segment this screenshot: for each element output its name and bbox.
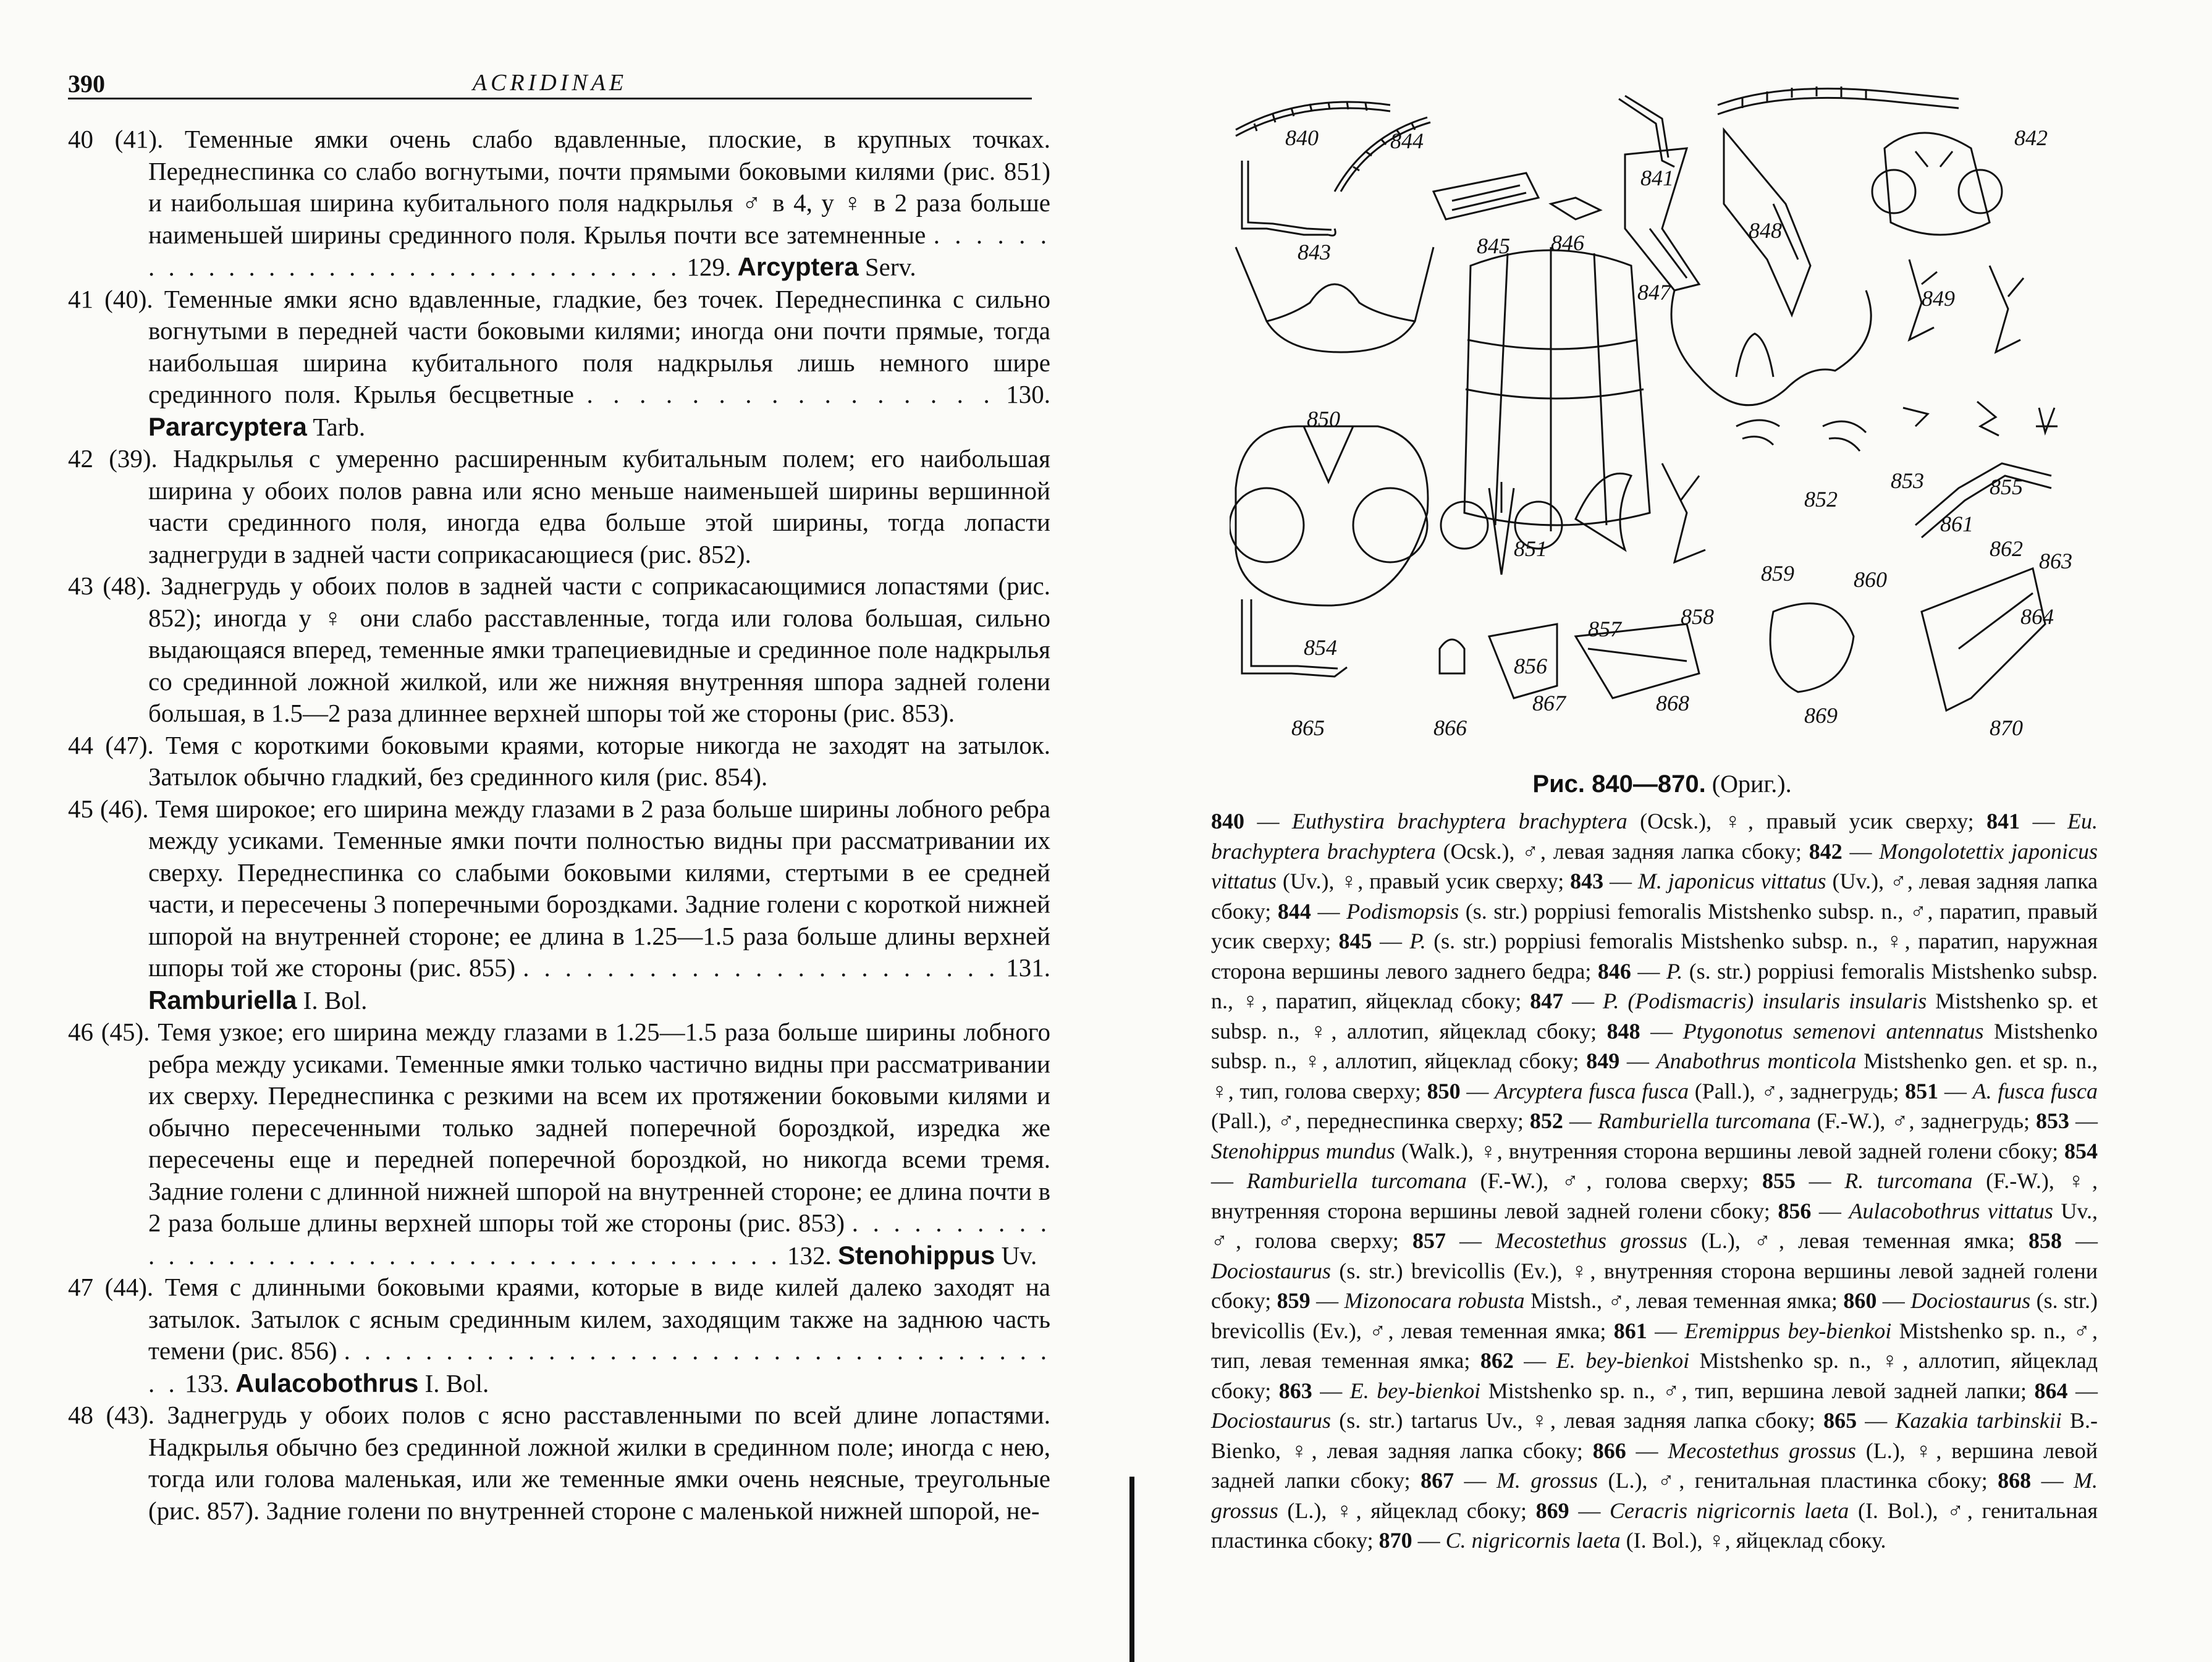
fig-label-854: 854: [1304, 635, 1337, 660]
fig-label-864: 864: [2020, 604, 2054, 629]
legend-item: 859 — Mizonocara robusta Mistsh., ♂, левая теменная ямка;: [1277, 1288, 1838, 1313]
legend-item: 853 — Stenohippus mundus (Walk.), ♀, внутренняя сторона вершины левой задней голени сбоку;: [1211, 1108, 2098, 1163]
fig-846-ovipositor-drawing: [1551, 198, 1600, 219]
header-rule: [68, 98, 1032, 99]
caption-title: Рис. 840—870.: [1532, 770, 1706, 798]
legend-item: 862 — E. bey-bienkoi Mistshenko sp. n., ♀, аллотип, яйцеклад сбоку;: [1211, 1348, 2098, 1403]
key-entry-46: 46 (45). Темя узкое; его ширина между глазами в 1.25—1.5 раза больше ширины лобного ребра между усиками. Теменные ямки только частично видны при рассматривании их сверху. Переднеспинка с резкими на всем их протяжении боковыми килями и обычно пересеченными только задней поперечной бороздкой, изредка же пересечены еще и передней поперечной бороздкой, но никогда всеми тремя. Задние голени с длинной нижней шпорой на внутренней стороне; ее длина почти в 2 раза больше длины верхней шпоры той же стороны (рис. 853) . . . . . . . . . . . . . . . . . . . . . . . . . . . . . . . . . . . . . . . . . . 132. Stenohippus Uv.: [68, 1018, 1051, 1270]
fig-label-846: 846: [1551, 230, 1584, 255]
legend-item: 845 — P. (s. str.) poppiusi femoralis Mistshenko subsp. n., ♀, паратип, наружная сторона вершины левого заднего бедра;: [1211, 929, 2098, 984]
fig-label-862: 862: [1990, 536, 2023, 561]
fig-label-852: 852: [1804, 487, 1838, 512]
figure-plate: [1230, 80, 2076, 754]
fig-858-spurs-drawing: [1662, 463, 1705, 562]
genus-name: Pararcyptera: [148, 411, 307, 441]
legend-item: 863 — E. bey-bienkoi Mistshenko sp. n., ♂, тип, вершина левой задней лапки;: [1278, 1378, 2027, 1403]
fig-851-pronotum-drawing: [1464, 247, 1650, 531]
fig-861-fovea-drawing: [1903, 408, 1928, 426]
right-page: [1112, 0, 2212, 1662]
legend-item: 860 — Dociostaurus (s. str.) brevicollis (Ev.), ♂, левая теменная ямка;: [1211, 1288, 2098, 1343]
legend-item: 870 — C. nigricornis laeta (I. Bol.), ♀, яйцеклад сбоку.: [1378, 1528, 1886, 1553]
fig-label-867: 867: [1532, 691, 1566, 715]
fig-label-840: 840: [1285, 125, 1319, 150]
legend-item: 844 — Podismopsis (s. str.) poppiusi femoralis Mistshenko subsp. n., ♂, паратип, правый усик сверху;: [1211, 898, 2098, 953]
fig-label-860: 860: [1854, 567, 1887, 592]
fig-849-head-drawing: [1872, 133, 2002, 235]
fig-869-plate-drawing: [1770, 604, 1854, 692]
fig-857-fovea-drawing: [1576, 473, 1631, 550]
legend-item: 847 — P. (Podismacris) insularis insularis Mistshenko sp. et subsp. n., ♀, аллотип, яйцеклад сбоку;: [1211, 989, 2098, 1044]
fig-843-tarsus-drawing: [1242, 161, 1335, 235]
legend-item: 854 — Ramburiella turcomana (F.-W.), ♂, голова сверху;: [1211, 1138, 2098, 1193]
fig-label-850: 850: [1307, 407, 1340, 431]
page-number: 390: [68, 70, 105, 98]
fig-842-antenna-drawing: [1718, 86, 1959, 114]
fig-870-ovipositor-drawing: [1922, 568, 2045, 711]
legend-item: 841 — Eu. brachyptera brachyptera (Ocsk.), ♂, левая задняя лапка сбоку;: [1211, 809, 2098, 864]
running-head: ACRIDINAE: [472, 70, 628, 96]
key-entry-42: 42 (39). Надкрылья с умеренно расширенным кубитальным полем; его наибольшая ширина у обоих полов равна или ясно меньше наименьшей ширины вершинной части срединного поля, иногда едва больше этой ширины, тогда лопасти заднегруди в задней части соприкасающиеся (рис. 852).: [68, 444, 1051, 568]
fig-label-841: 841: [1640, 166, 1674, 190]
fig-863-tarsus-tip-drawing: [2036, 408, 2058, 432]
fig-label-842: 842: [2014, 125, 2048, 150]
fig-855-spurs-drawing: [1990, 266, 2024, 352]
fig-label-861: 861: [1940, 512, 1973, 536]
fig-label-844: 844: [1390, 129, 1424, 153]
fig-label-865: 865: [1291, 715, 1325, 740]
key-entry-40: 40 (41). Теменные ямки очень слабо вдавленные, плоские, в крупных точках. Переднеспинка со слабо вогнутыми, почти прямыми боковыми килями (рис. 851) и наибольшая ширина кубитального поля надкрылья ♂ в 4, у ♀ в 2 раза больше наименьшей ширины срединного поля. Крылья почти все затемненные . . . . . . . . . . . . . . . . . . . . . . . . . . . . . . . . . 129. Arcyptera Serv.: [68, 125, 1051, 281]
legend-item: 850 — Arcyptera fusca fusca (Pall.), ♂, заднегрудь;: [1427, 1078, 1899, 1103]
legend-item: 858 — Dociostaurus (s. str.) brevicollis (Ev.), ♀, внутренняя сторона вершины левой задней голени сбоку;: [1211, 1228, 2098, 1313]
fig-label-869: 869: [1804, 703, 1838, 728]
legend-item: 857 — Mecostethus grossus (L.), ♂, левая теменная ямка;: [1412, 1228, 2015, 1253]
key-entry-47: 47 (44). Темя с длинными боковыми краями, которые в виде килей далеко заходят на затылок. Затылок с ясным срединным килем, заходящим также на заднюю часть темени (рис. 856) . . . . . . . . . . . . . . . . . . . . . . . . . . . . . . . . . . . . . 133. Aulacobothrus I. Bol.: [68, 1273, 1051, 1398]
fig-label-866: 866: [1433, 715, 1467, 740]
key-entry-41: 41 (40). Теменные ямки ясно вдавленные, гладкие, без точек. Переднеспинка с сильно вогнутыми в передней части боковыми килями; иногда они почти прямые, тогда наибольшая ширина кубитального поля надкрылья лишь немного шире срединного поля. Крылья бесцветные . . . . . . . . . . . . . . . . 130. Pararcyptera Tarb.: [68, 284, 1051, 441]
fig-label-847: 847: [1637, 280, 1671, 305]
legend-item: 856 — Aulacobothrus vittatus Uv., ♂, голова сверху;: [1211, 1198, 2098, 1253]
legend-item: 852 — Ramburiella turcomana (F.-W.), ♂, заднегрудь;: [1529, 1108, 2030, 1133]
legend-item: 851 — A. fusca fusca (Pall.), ♂, переднеспинка сверху;: [1211, 1078, 2098, 1133]
fig-label-863: 863: [2039, 549, 2072, 573]
legend-item: 849 — Anabothrus monticola Mistshenko gen. et sp. n., ♀, тип, голова сверху;: [1211, 1048, 2098, 1103]
legend-item: 846 — P. (s. str.) poppiusi femoralis Mistshenko subsp. n., ♀, паратип, яйцеклад сбоку;: [1211, 958, 2098, 1013]
fig-850-metasternum-drawing: [1236, 247, 1433, 352]
fig-label-851: 851: [1514, 536, 1547, 561]
fig-label-870: 870: [1990, 715, 2023, 740]
key-entry-45: 45 (46). Темя широкое; его ширина между глазами в 2 раза больше ширины лобного ребра между усиками. Теменные ямки почти полностью видны при рассматривании их сверху. Переднеспинка со слабыми боковыми килями, стертыми в ее средней части, и пересечены 3 поперечными бороздками. Задние голени с короткой нижней шпорой на внутренней стороне; ее длина в 1.25—1.5 раза больше длины верхней шпоры той же стороны (рис. 855) . . . . . . . . . . . . . . . . . . . . . . . 131. Ramburiella I. Bol.: [68, 794, 1051, 1014]
fig-label-859: 859: [1761, 561, 1794, 586]
legend-item: 840 — Euthystira brachyptera brachyptera (Ocsk.), ♀, правый усик сверху;: [1211, 809, 1974, 833]
figure-caption: [1112, 769, 2212, 798]
fig-841-tarsus-drawing: [1619, 96, 1674, 167]
legend-item: 868 — M. grossus (L.), ♀, яйцеклад сбоку;: [1211, 1468, 2098, 1523]
fig-845-femur-drawing: [1433, 173, 1539, 219]
left-page: [0, 0, 1087, 1662]
legend-item: 864 — Dociostaurus (s. str.) tartarus Uv., ♀, левая задняя лапка сбоку;: [1211, 1378, 2098, 1433]
fig-label-858: 858: [1681, 604, 1714, 629]
legend-item: 867 — M. grossus (L.), ♂, генитальная пластинка сбоку;: [1420, 1468, 1988, 1493]
fig-860-fovea-drawing: [1823, 421, 1866, 451]
genus-name: Aulacobothrus: [235, 1368, 419, 1398]
legend-item: 842 — Mongolotettix japonicus vittatus (Uv.), ♀, правый усик сверху;: [1211, 838, 2098, 893]
fig-label-848: 848: [1749, 218, 1782, 243]
identification-key: [68, 124, 1050, 1527]
legend-item: 843 — M. japonicus vittatus (Uv.), ♂, левая задняя лапка сбоку;: [1211, 869, 2098, 924]
key-entry-48: 48 (43). Заднегрудь у обоих полов с ясно расставленными по всей длине лопастями. Надкрылья обычно без срединной ложной жилки в срединном поле; иногда с нею, тогда или голова маленькая, или же теменные ямки очень неясные, треугольные (рис. 857). Задние голени по внутренней стороне с маленькой нижней шпорой, не-: [68, 1401, 1050, 1525]
legend-item: 866 — Mecostethus grossus (L.), ♀, вершина левой задней лапки сбоку;: [1211, 1438, 2098, 1493]
fig-864-tarsus-drawing: [1915, 463, 2051, 538]
page-header: [68, 69, 1032, 98]
legend-item: 855 — R. turcomana (F.-W.), ♀, внутренняя сторона вершины левой задней голени сбоку;: [1211, 1168, 2098, 1223]
key-entry-43: 43 (48). Заднегрудь у обоих полов в задней части с соприкасающимися лопастями (рис. 852); иногда у ♀ они слабо расставленные, тогда или голова большая, сильно выдающаяся вперед, теменные ямки трапециевидные и срединное поле надкрылья со срединной ложной жилкой, или же нижняя внутренняя шпора задней голени большая, в 1.5—2 раза длиннее верхней шпоры той же стороны (рис. 853).: [68, 572, 1051, 727]
fig-866-tarsus-tip-drawing: [1440, 639, 1464, 673]
fig-859-fovea-drawing: [1736, 420, 1779, 445]
fig-label-845: 845: [1477, 234, 1510, 258]
fig-label-853: 853: [1891, 468, 1924, 493]
figure-plate-drawing: [1230, 80, 2076, 754]
legend-item: 861 — Eremippus bey-bienkoi Mistshenko sp. n., ♂, тип, левая теменная ямка;: [1211, 1318, 2098, 1373]
fig-label-856: 856: [1514, 654, 1547, 678]
legend-item: 848 — Ptygonotus semenovi antennatus Mistshenko subsp. n., ♀, аллотип, яйцеклад сбоку;: [1211, 1018, 2098, 1073]
fig-854-head-drawing: [1230, 426, 1428, 605]
genus-name: Stenohippus: [838, 1240, 995, 1270]
fig-862-ovipositor-drawing: [1977, 402, 1999, 436]
key-entry-44: 44 (47). Темя с короткими боковыми краями, которые никогда не заходят на затылок. Затылок обычно гладкий, без срединного киля (рис. 854).: [68, 730, 1051, 791]
fig-label-868: 868: [1656, 691, 1689, 715]
genus-name: Ramburiella: [148, 985, 297, 1014]
fig-852-metasternum-drawing: [1671, 290, 1871, 405]
genus-name: Arcyptera: [737, 252, 859, 281]
fig-label-849: 849: [1922, 286, 1955, 311]
legend-item: 865 — Kazakia tarbinskii B.-Bienko, ♀, левая задняя лапка сбоку;: [1211, 1408, 2098, 1463]
fig-label-857: 857: [1588, 617, 1621, 641]
legend-item: 869 — Ceracris nigricornis laeta (I. Bol.), ♂, генитальная пластинка сбоку;: [1211, 1498, 2098, 1553]
fig-label-855: 855: [1990, 475, 2023, 499]
caption-source: (Ориг.).: [1712, 770, 1792, 798]
fig-label-843: 843: [1298, 240, 1331, 264]
figure-legend: [1211, 806, 2098, 1556]
